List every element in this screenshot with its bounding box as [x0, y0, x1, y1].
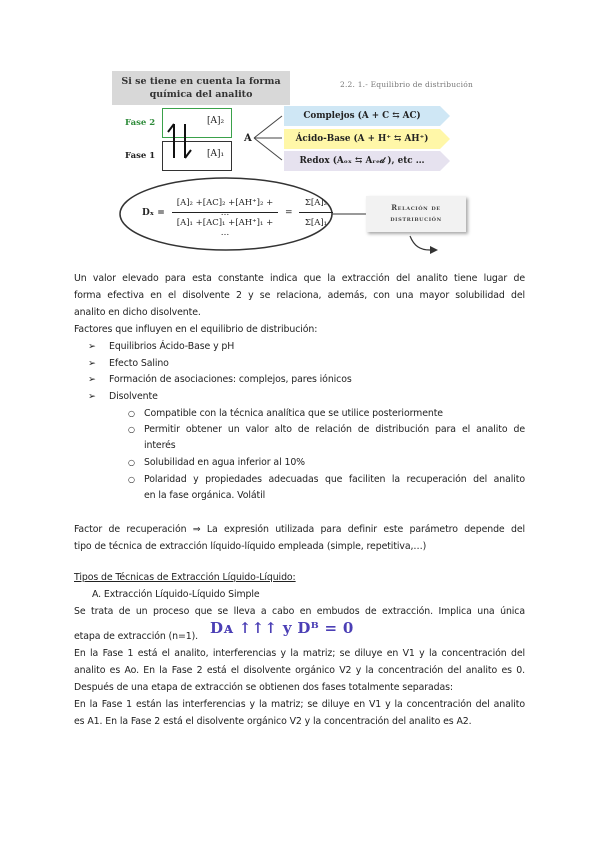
section-title: 2.2. 1.- Equilibrio de distribución: [340, 80, 474, 89]
formula-sum-denominator: Σ[A]₁: [304, 218, 328, 228]
distribution-formula: Dᴀ ↑↑↑ y Dᴮ = 0: [210, 619, 354, 637]
formula-denominator: [A]₁ +[AC]₁ +[AH⁺]₁ + …: [176, 218, 274, 238]
solvent-item-1: Compatible con la técnica analítica que se utilice posteriormente: [144, 408, 443, 419]
option-arrowheads: [440, 106, 452, 172]
solvent-item-4-line-2: en la fase orgánica. Volátil: [144, 490, 266, 501]
sub-bullet-marker: ○: [128, 458, 135, 467]
relation-label-line2: distribución: [390, 214, 442, 223]
sub-bullet-marker: ○: [128, 475, 135, 484]
option-complejos: Complejos (A + C ⇆ AC): [284, 106, 440, 126]
simple-line-1: Se trata de un proceso que se lleva a cabo en embudos de extracción. Implica una única: [74, 606, 525, 617]
phase2-label: Fase 2: [125, 118, 156, 128]
fase1-line-1: En la Fase 1 está el analito, interferencias y la matriz; se diluye en V1 y la concentración del: [74, 648, 525, 659]
after-line-2: En la Fase 1 están las interferencias y la matriz; se diluye en V1 y la concentración del analito: [74, 699, 525, 710]
relation-label-box: [366, 196, 466, 232]
after-line-1: Después de una etapa de extracción se obtienen dos fases totalmente separadas:: [74, 682, 453, 693]
bullet-marker: ➢: [88, 391, 96, 402]
formula-fraction-line: [172, 212, 278, 213]
bullet-marker: ➢: [88, 341, 96, 352]
factor-item-2: Efecto Salino: [109, 358, 169, 369]
solvent-item-4-line-1: Polaridad y propiedades adecuadas que faciliten la recuperación del analito: [144, 474, 525, 485]
phase1-content: [A]₁: [207, 149, 225, 159]
formula-numerator: [A]₂ +[AC]₂ +[AH⁺]₂ + …: [176, 198, 274, 218]
exchange-arrows-icon: [165, 120, 199, 160]
factor-item-4: Disolvente: [109, 391, 158, 402]
option-acido-base: Ácido-Base (A + H⁺ ⇆ AH⁺): [284, 129, 440, 149]
paragraph-1-line-2: forma efectiva en el disolvente 2 y se relaciona, además, con una mayor solubilidad del: [74, 290, 525, 301]
simple-line-2: etapa de extracción (n=1).: [74, 631, 199, 642]
paragraph-1-line-3: analito en dicho disolvente.: [74, 307, 201, 318]
type-a-heading: A. Extracción Líquido-Líquido Simple: [92, 589, 260, 600]
paragraph-1-line-1: Un valor elevado para esta constante indica que la extracción del analito tiene lugar de: [74, 273, 525, 284]
fase1-line-2: analito es Ao. En la Fase 2 está el disolvente orgánico V2 y la concentración del analito es 0.: [74, 665, 525, 676]
types-title: Tipos de Técnicas de Extracción Líquido-Líquido:: [74, 572, 296, 583]
solvent-item-2-line-1: Permitir obtener un valor alto de relación de distribución para el analito de: [144, 424, 525, 435]
solvent-item-3: Solubilidad en agua inferior al 10%: [144, 457, 305, 468]
phase1-label: Fase 1: [125, 151, 156, 161]
formula-lhs: Dₓ =: [142, 208, 165, 218]
sub-bullet-marker: ○: [128, 409, 135, 418]
branch-lines: [232, 104, 284, 172]
sub-bullet-marker: ○: [128, 425, 135, 434]
bullet-marker: ➢: [88, 374, 96, 385]
recovery-line-2: tipo de técnica de extracción líquido-líquido empleada (simple, repetitiva,…): [74, 541, 427, 552]
diagram-header: Si se tiene en cuenta la forma química del analito: [112, 71, 290, 105]
bullet-marker: ➢: [88, 358, 96, 369]
formula-sum-line: [299, 212, 333, 213]
phase2-content: [A]₂: [207, 116, 225, 126]
factors-title: Factores que influyen en el equilibrio de distribución:: [74, 324, 318, 335]
solvent-item-2-line-2: interés: [144, 440, 176, 451]
relation-label-line1: Relación de: [391, 203, 441, 212]
after-line-3: es A1. En la Fase 2 está el disolvente orgánico V2 y la concentración del analito es A2.: [74, 716, 472, 727]
factor-item-3: Formación de asociaciones: complejos, pares iónicos: [109, 374, 352, 385]
recovery-line-1: Factor de recuperación ⇒ La expresión utilizada para definir este parámetro depende del: [74, 524, 525, 535]
formula-equals: =: [285, 208, 293, 218]
factor-item-1: Equilibrios Ácido-Base y pH: [109, 341, 235, 352]
formula-sum-numerator: Σ[A]₂: [304, 198, 328, 208]
center-label: A: [244, 133, 252, 144]
option-redox: Redox (Aₒₓ ⇆ Aᵣₑ𝒹 ), etc …: [284, 151, 440, 171]
